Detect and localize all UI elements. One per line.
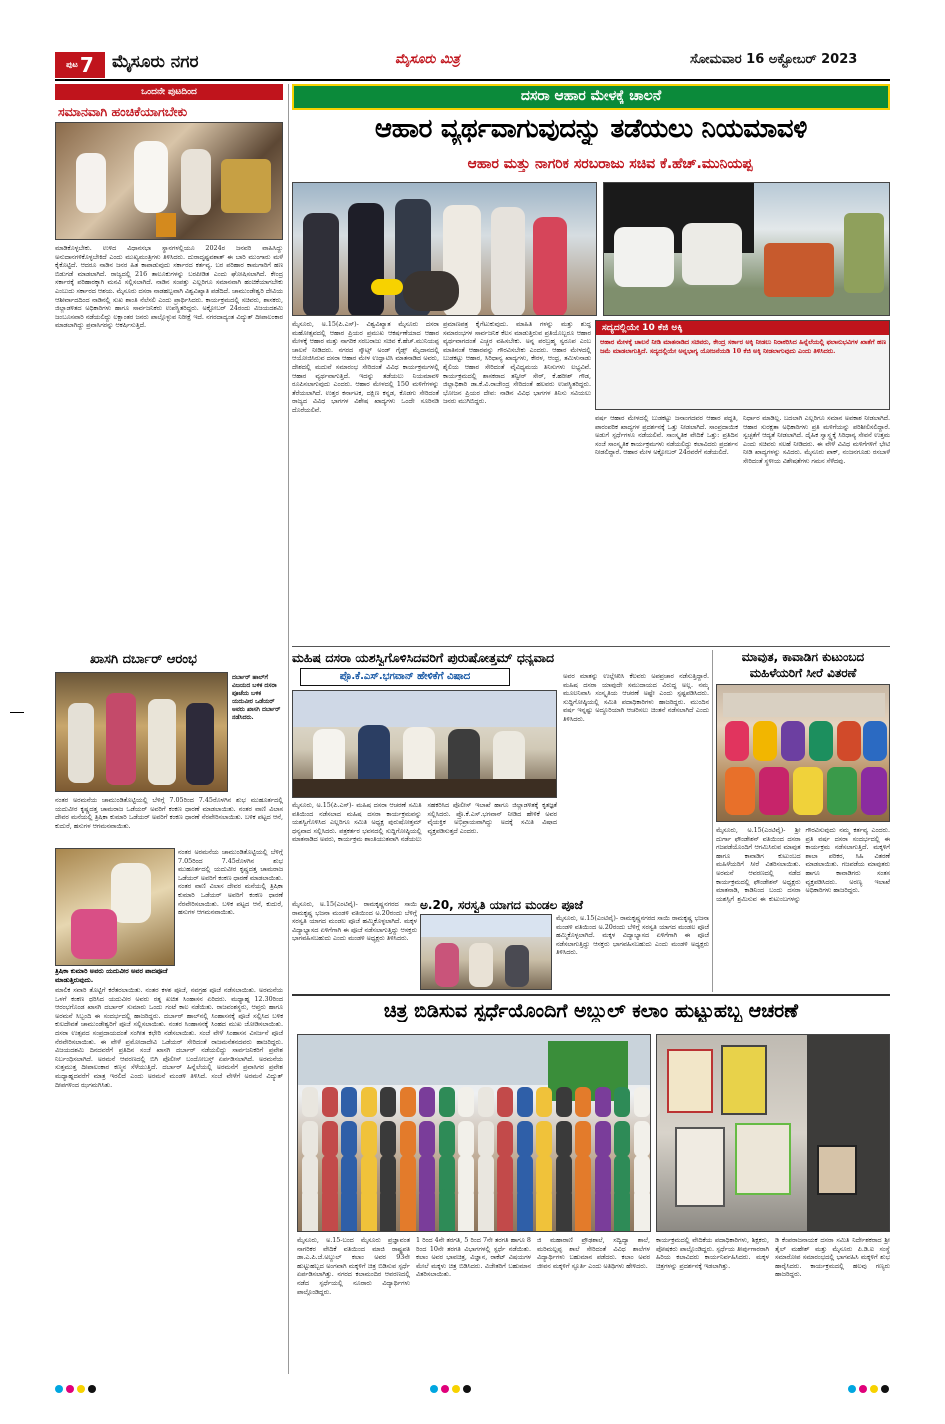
page-number-box bbox=[55, 52, 105, 78]
page-number: 7 bbox=[79, 53, 94, 77]
crowd-figure bbox=[400, 1189, 416, 1232]
kalam-col4: ಕಾರ್ಯಕ್ರಮದಲ್ಲಿ ವೇದಿಕೆಯ ಪದಾಧಿಕಾರಿಗಳು, ಶಿಕ್ಷಕರು, ಪೋಷಕರು ಪಾಲ್ಗೊಂಡಿದ್ದರು. ಸ್ಪರ್ಧೆಯ ತೀರ್ಪುಗಾರರಾಗಿ ಹಿರಿಯ ಕಲಾವಿದರು ಕಾರ್ಯನಿರ್ವಹಿಸಿದರು. ಮಕ್ಕಳ ಚಿತ್ರಗಳನ್ನು ಪ್ರದರ್ಶನಕ್ಕೆ ಇಡಲಾಗಿತ್ತು. bbox=[656, 1236, 769, 1270]
crowd-figure bbox=[517, 1087, 533, 1117]
issue-date: ಸೋಮವಾರ 16 ಅಕ್ಟೋಬರ್ 2023 bbox=[690, 52, 858, 67]
crowd-figure bbox=[400, 1121, 416, 1157]
crowd-figure bbox=[400, 1087, 416, 1117]
continued-banner: ಒಂದನೇ ಪುಟದಿಂದ bbox=[55, 84, 283, 100]
left-headline: ಸಮಾನವಾಗಿ ಹಂಚಿಕೆಯಾಗಬೇಕು bbox=[58, 104, 188, 119]
main-body-col2: ಪ್ರಮಾಣಪತ್ರ ಕೈಗೆಟುಕುವುದು. ಮಾಹಿತಿ ಗಳನ್ನು ಮತ್ತು ಶುದ್ಧ ಸಮಾರಂಭಗಳ ಸಾರ್ವಜನಿಕ ಕೆಲಸ ಮಾಡುತ್ತಿರುವ ಪ್ರತಿಯೊಬ್ಬರೂ ಆಹಾರ ವ್ಯರ್ಥವಾಗದಂತೆ ಎಚ್ಚರ ವಹಿಸಬೇಕು. ಅನ್ನ ಪರಬ್ರಹ್ಮ ಸ್ವರೂಪ ಎಂಬ ಮಾತಿನಂತೆ ಆಹಾರವನ್ನು ಗೌರವಿಸಬೇಕು ಎಂದರು. ಆಹಾರ ಮೇಳದಲ್ಲಿ ಬುಡಕಟ್ಟು ಆಹಾರ, ಸಿರಿಧಾನ್ಯ ಖಾದ್ಯಗಳು, ಕೇರಳ, ಆಂಧ್ರ, ತಮಿಳುನಾಡು ಶೈಲಿಯ ಆಹಾರ ಸೇರಿದಂತೆ ವೈವಿಧ್ಯಮಯ ತಿನಿಸುಗಳು ಲಭ್ಯವಿವೆ. ಕಾರ್ಯಕ್ರಮದಲ್ಲಿ ಶಾಸಕರಾದ ತನ್ವೀರ್ ಸೇಠ್, ಕೆ.ಹರೀಶ್ ಗೌಡ, ಜಿಲ್ಲಾಧಿಕಾರಿ ಡಾ.ಕೆ.ವಿ.ರಾಜೇಂದ್ರ ಸೇರಿದಂತೆ ಹಲವರು ಉಪಸ್ಥಿತರಿದ್ದರು. ಭೋಜನ ಪ್ರಿಯರ ದೇವ: ನಾಡಿನ ವಿವಿಧ ಭಾಗಗಳ ತಿನಿಸು ಸವಿಯಲು ಜನರು ಮುಗಿಬಿದ್ದರು. bbox=[443, 320, 591, 406]
crowd-figure bbox=[614, 1189, 630, 1232]
photo-mela-display-bullocks bbox=[603, 182, 890, 316]
crowd-figure bbox=[341, 1087, 357, 1117]
photo-saree-distribution bbox=[716, 684, 890, 822]
kalam-headline: ಚಿತ್ರ ಬಿಡಿಸುವ ಸ್ಪರ್ಧೆಯೊಂದಿಗೆ ಅಬ್ದುಲ್ ಕಲಾಂ ಹುಟ್ಟುಹಬ್ಬ ಆಚರಣೆ bbox=[383, 1000, 799, 1022]
main-body-col4: ನಿರ್ಧಾರ ಮಾಡಿಲ್ಲ. ಬದಲಾಗಿ ಎಲ್ಲರಿಗೂ ಸಮಾನ ಅವಕಾಶ ನೀಡಲಾಗಿದೆ. ಆಹಾರ ಸುರಕ್ಷತಾ ಅಧಿಕಾರಿಗಳು ಪ್ರತಿ ಮಳಿಗೆಯನ್ನು ಪರಿಶೀಲಿಸಲಿದ್ದಾರೆ. ಸ್ವಚ್ಛತೆಗೆ ಆದ್ಯತೆ ನೀಡಲಾಗಿದೆ. ದೈಹಿಕ ಸ್ವಾಸ್ಥ್ಯಕ್ಕೆ ಸಿರಿಧಾನ್ಯ ಸೇವನೆ ಉತ್ತಮ ಎಂದು ಸಚಿವರು ಸಲಹೆ ನೀಡಿದರು. ಈ ವೇಳೆ ವಿವಿಧ ಮಳಿಗೆಗಳಿಗೆ ಭೇಟಿ ನೀಡಿ ಖಾದ್ಯಗಳನ್ನು ಸವಿದರು. ಮೈಸೂರು ಪಾಕ್, ನಂಜನಗೂಡು ರಸಬಾಳೆ ಸೇರಿದಂತೆ ಸ್ಥಳೀಯ ವಿಶೇಷತೆಗಳು ಗಮನ ಸೆಳೆದವು. bbox=[743, 414, 890, 465]
crowd-figure bbox=[302, 1121, 318, 1157]
crowd-figure bbox=[614, 1121, 630, 1157]
darbar-body-bottom: ಮಾಲಿಕ ಸವಾರಿ ತೊಟ್ಟಿಗೆ ಕರೆತರಲಾಯಿತು. ನಂತರ ಕಳಶ ಪೂಜೆ, ನವಗ್ರಹ ಪೂಜೆ ನಡೆಸಲಾಯಿತು. ಅರಮನೆಯ ಒಳಗೆ ಕಂಕಣ ಧರಿಸಿದ ಯದುವೀರ ಅವರು ರತ್ನ ಖಚಿತ ಸಿಂಹಾಸನ ಏರಿದರು. ಮಧ್ಯಾಹ್ನ 12.30ರಿಂದ ಆರಂಭಗೊಂಡ ಖಾಸಗಿ ದರ್ಬಾರ್ ಸುಮಾರು ಒಂದು ಗಂಟೆ ಕಾಲ ನಡೆಯಿತು. ರಾಜವಂಶಸ್ಥರು, ಆಪ್ತರು ಹಾಗೂ ಅರಮನೆ ಸಿಬ್ಬಂದಿ ಈ ಸಂದರ್ಭದಲ್ಲಿ ಹಾಜರಿದ್ದರು. ದರ್ಬಾರ್ ಹಾಲ್‌ನಲ್ಲಿ ಸಿಂಹಾಸನಕ್ಕೆ ಪೂಜೆ ಸಲ್ಲಿಸಿದ ಬಳಿಕ ಕುಲದೇವತೆ ಚಾಮುಂಡೇಶ್ವರಿಗೆ ಪೂಜೆ ಸಲ್ಲಿಸಲಾಯಿತು. ನಂತರ ಸಿಂಹಾಸನಕ್ಕೆ ಸಿಂಹದ ಮುಖ ಜೋಡಿಸಲಾಯಿತು. ದಸರಾ ಉತ್ಸವದ ಸಂಪ್ರದಾಯದಂತೆ ಸಂಗೀತ ಕಛೇರಿ ನಡೆಸಲಾಯಿತು. ಸಂಜೆ ವೇಳೆ ಸಿಂಹಾಸನ ವಿಸರ್ಜನೆ ಪೂಜೆ ನೆರವೇರಿಸಲಾಯಿತು. ಈ ವೇಳೆ ಪ್ರಮೋದಾದೇವಿ ಒಡೆಯರ್ ಸೇರಿದಂತೆ ರಾಜಮನೆತನದವರು ಹಾಜರಿದ್ದರು. ವಿಜಯದಶಮಿ ದಿನದವರೆಗೆ ಪ್ರತಿದಿನ ಸಂಜೆ ಖಾಸಗಿ ದರ್ಬಾರ್ ನಡೆಯಲಿದ್ದು ಸಾರ್ವಜನಿಕರಿಗೆ ಪ್ರವೇಶ ನಿರ್ಬಂಧಿಸಲಾಗಿದೆ. ಅರಮನೆ ಆವರಣದಲ್ಲಿ ಬಿಗಿ ಪೊಲೀಸ್ ಬಂದೋಬಸ್ತ್ ಏರ್ಪಡಿಸಲಾಗಿದೆ. ಅರಮನೆಯ ಸುತ್ತಮುತ್ತ ದೀಪಾಲಂಕಾರ ಕಣ್ಮನ ಸೆಳೆಯುತ್ತಿದೆ. ದರ್ಬಾರ್ ಹಿನ್ನೆಲೆಯಲ್ಲಿ ಅರಮನೆಗೆ ಪ್ರವಾಸಿಗರ ಪ್ರವೇಶ ಮಧ್ಯಾಹ್ನದವರೆಗೆ ಮಾತ್ರ ಇರಲಿದೆ ಎಂದು ಅರಮನೆ ಮಂಡಳಿ ತಿಳಿಸಿದೆ. ಸಂಜೆ ವೇಳೆಗೆ ಅರಮನೆ ವಿದ್ಯುತ್ ದೀಪಗಳಿಂದ ಝಗಮಗಿಸಿತು. bbox=[55, 986, 283, 1089]
crowd-figure bbox=[380, 1121, 396, 1157]
crowd-figure bbox=[478, 1087, 494, 1117]
rice-box-title: ಸದ್ಯದಲ್ಲಿಯೇ 10 ಕೆಜಿ ಅಕ್ಕಿ bbox=[596, 321, 889, 335]
main-headline: ಆಹಾರ ವ್ಯರ್ಥವಾಗುವುದನ್ನು ತಡೆಯಲು ನಿಯಮಾವಳಿ bbox=[374, 114, 808, 144]
photo-pada-puja bbox=[55, 848, 175, 966]
photo-saraswati-yaga bbox=[420, 914, 552, 990]
crowd-figure bbox=[517, 1121, 533, 1157]
photo-kalam-group bbox=[297, 1034, 651, 1232]
bottom-rule bbox=[292, 994, 890, 996]
main-kicker-text: ದಸರಾ ಆಹಾರ ಮೇಳಕ್ಕೆ ಚಾಲನೆ bbox=[520, 88, 662, 104]
photo-food-mela-inauguration bbox=[292, 182, 597, 316]
crowd-figure bbox=[361, 1121, 377, 1157]
crowd-figure bbox=[556, 1121, 572, 1157]
crowd-figure bbox=[556, 1189, 572, 1232]
kalam-col2: 1 ರಿಂದ 4ನೇ ತರಗತಿ, 5 ರಿಂದ 7ನೇ ತರಗತಿ ಹಾಗೂ 8 ರಿಂದ 10ನೇ ತರಗತಿ ವಿಭಾಗಗಳಲ್ಲಿ ಸ್ಪರ್ಧೆ ನಡೆಯಿತು. ಕಲಾಂ ಅವರ ಭಾವಚಿತ್ರ, ವಿಜ್ಞಾನ, ರಾಕೆಟ್ ವಿಷಯಗಳ ಮೇಲೆ ಮಕ್ಕಳು ಚಿತ್ರ ಬಿಡಿಸಿದರು. ವಿಜೇತರಿಗೆ ಬಹುಮಾನ ವಿತರಿಸಲಾಯಿತು. bbox=[416, 1236, 531, 1279]
photo-private-darbar bbox=[55, 672, 228, 792]
photo-paintings-display bbox=[656, 1034, 890, 1232]
registration-dots-right bbox=[848, 1378, 892, 1397]
crowd-figure bbox=[439, 1087, 455, 1117]
paper-name: ಮೈಸೂರು ಮಿತ್ರ bbox=[395, 52, 460, 67]
page-label: ಪುಟ bbox=[66, 60, 78, 69]
crowd-figure bbox=[595, 1121, 611, 1157]
main-subhead: ಆಹಾರ ಮತ್ತು ನಾಗರಿಕ ಸರಬರಾಜು ಸಚಿವ ಕೆ.ಹೆಚ್.ಮುನಿಯಪ್ಪ bbox=[467, 156, 753, 172]
kalam-col1: ಮೈಸೂರು, ಅ.15-ಬಂದ ಮೈಸೂರು ಪ್ರಜ್ಞಾವಂತ ನಾಗರಿಕರ ವೇದಿಕೆ ವತಿಯಿಂದ ಮಾಜಿ ರಾಷ್ಟ್ರಪತಿ ಡಾ.ಎ.ಪಿ.ಜೆ.ಅಬ್ದುಲ್ ಕಲಾಂ ಅವರ 93ನೇ ಹುಟ್ಟುಹಬ್ಬದ ಅಂಗವಾಗಿ ಮಕ್ಕಳಿಗೆ ಚಿತ್ರ ಬಿಡಿಸುವ ಸ್ಪರ್ಧೆ ಏರ್ಪಡಿಸಲಾಗಿತ್ತು. ನಗರದ ಕಲಾಮಂದಿರ ಆವರಣದಲ್ಲಿ ನಡೆದ ಸ್ಪರ್ಧೆಯಲ್ಲಿ ನೂರಾರು ವಿದ್ಯಾರ್ಥಿಗಳು ಪಾಲ್ಗೊಂಡಿದ್ದರು. bbox=[297, 1236, 410, 1296]
crowd-figure bbox=[419, 1087, 435, 1117]
crowd-figure bbox=[517, 1189, 533, 1232]
crowd-figure bbox=[458, 1189, 474, 1232]
masthead bbox=[0, 0, 945, 80]
saree-divider bbox=[712, 650, 713, 992]
crop-mark bbox=[10, 712, 24, 713]
crowd-figure bbox=[458, 1121, 474, 1157]
darbar-headline: ಖಾಸಗಿ ದರ್ಬಾರ್ ಆರಂಭ bbox=[90, 652, 197, 667]
crowd-figure bbox=[497, 1121, 513, 1157]
rice-box bbox=[595, 320, 890, 410]
mahisha-headline: ಮಹಿಷ ದಸರಾ ಯಶಸ್ವಿಗೊಳಿಸಿದವರಿಗೆ ಪುರುಷೋತ್ತಮ್ ಧನ್ಯವಾದ bbox=[292, 650, 555, 665]
crowd-figure bbox=[458, 1087, 474, 1117]
crowd-figure bbox=[575, 1121, 591, 1157]
crowd-figure bbox=[322, 1189, 338, 1232]
crowd-figure bbox=[536, 1121, 552, 1157]
crowd-figure bbox=[536, 1189, 552, 1232]
rice-box-text: ಆಹಾರ ಮೇಳಕ್ಕೆ ಚಾಲನೆ ನೀಡಿ ಮಾತನಾಡಿದ ಸಚಿವರು, ಕೇಂದ್ರ ಸರ್ಕಾರ ಅಕ್ಕಿ ನೀಡಲು ನಿರಾಕರಿಸಿದ ಹಿನ್ನೆಲೆಯಲ್ಲಿ ಫಲಾನುಭವಿಗಳ ಖಾತೆಗೆ ಹಣ ಜಮೆ ಮಾಡಲಾಗುತ್ತಿದೆ. ಸದ್ಯದಲ್ಲಿಯೇ ಅನ್ನಭಾಗ್ಯ ಯೋಜನೆಯಡಿ 10 ಕೆಜಿ ಅಕ್ಕಿ ನೀಡಲಾಗುವುದು ಎಂದು ತಿಳಿಸಿದರು. bbox=[600, 338, 886, 355]
crowd-figure bbox=[419, 1121, 435, 1157]
mahisha-tag bbox=[300, 668, 510, 686]
left-article-body: ಮಾಡಿಕೊಳ್ಳಬೇಕು. ಉಳಿದ ವಿಧಾನಸಭಾ ಸ್ಥಾನಗಳಲ್ಲಿಯೂ 2024ರ ಜನವರಿ ವಾಹಿಸಿದ್ದು ಅನುದಾನಗಳಿಕೊಳ್ಳಬೇಕಿದೆ ಎಂದು ಮುಖ್ಯಮಂತ್ರಿಗಳು ತಿಳಿಸಿದರು. ದುರಾದೃಷ್ಟವಶಾತ್ ಈ ಬಾರಿ ಮುಂಗಾರು ಮಳೆ ಕೈಕೊಟ್ಟಿದೆ. ಆದರೂ ನಾಡಿನ ಜನರ ಹಿತ ಕಾಪಾಡುವುದು ಸರ್ಕಾರದ ಕರ್ತವ್ಯ. ಬರ ಪರಿಹಾರ ಕಾಮಗಾರಿಗೆ ಹಣ ಬಿಡುಗಡೆ ಮಾಡಲಾಗಿದೆ. ರಾಜ್ಯದಲ್ಲಿ 216 ತಾಲೂಕುಗಳನ್ನು ಬರಪೀಡಿತ ಎಂದು ಘೋಷಿಸಲಾಗಿದೆ. ಕೇಂದ್ರ ಸರ್ಕಾರಕ್ಕೆ ಪರಿಹಾರಕ್ಕಾಗಿ ಮನವಿ ಸಲ್ಲಿಸಲಾಗಿದೆ. ನಾಡಿನ ಸಂಪತ್ತು ಎಲ್ಲರಿಗೂ ಸಮಾನವಾಗಿ ಹಂಚಿಕೆಯಾಗಬೇಕು ಎಂಬುದು ಸರ್ಕಾರದ ಆಶಯ. ಮೈಸೂರು ದಸರಾ ನಾಡಹಬ್ಬವಾಗಿ ವಿಶ್ವವಿಖ್ಯಾತಿ ಪಡೆದಿದೆ. ಚಾಮುಂಡೇಶ್ವರಿ ದೇವಿಯ ಆಶೀರ್ವಾದದಿಂದ ನಾಡಿನಲ್ಲಿ ಸುಖ ಶಾಂತಿ ನೆಲೆಸಲಿ ಎಂದು ಪ್ರಾರ್ಥಿಸಿದರು. ಕಾರ್ಯಕ್ರಮದಲ್ಲಿ ಸಚಿವರು, ಶಾಸಕರು, ಜಿಲ್ಲಾಡಳಿತದ ಅಧಿಕಾರಿಗಳು ಹಾಗೂ ಸಾರ್ವಜನಿಕರು ಉಪಸ್ಥಿತರಿದ್ದರು. ಅಕ್ಟೋಬರ್ 24ರಂದು ವಿಜಯದಶಮಿ ಜಂಬೂಸವಾರಿ ನಡೆಯಲಿದ್ದು ಲಕ್ಷಾಂತರ ಜನರು ಪಾಲ್ಗೊಳ್ಳುವ ನಿರೀಕ್ಷೆ ಇದೆ. ನಗರದಾದ್ಯಂತ ವಿದ್ಯುತ್ ದೀಪಾಲಂಕಾರ ಮಾಡಲಾಗಿದ್ದು ಪ್ರವಾಸಿಗರನ್ನು ಆಕರ್ಷಿಸುತ್ತಿದೆ. bbox=[55, 244, 283, 330]
crowd-figure bbox=[322, 1087, 338, 1117]
crowd-figure bbox=[361, 1189, 377, 1232]
crowd-figure bbox=[478, 1121, 494, 1157]
darbar-body-top: ನಂತರ ಅರಮನೆಯ ಚಾಮುಂಡಿತೊಟ್ಟಿಯಲ್ಲಿ ಬೆಳಿಗ್ಗೆ 7.05ರಿಂದ 7.45ರೊಳಗಿನ ಶುಭ ಮುಹೂರ್ತದಲ್ಲಿ ಯದುವೀರ ಕೃಷ್ಣದತ್ತ ಚಾಮರಾಜ ಒಡೆಯರ್ ಅವರಿಗೆ ಕಂಕಣ ಧಾರಣೆ ಮಾಡಲಾಯಿತು. ನಂತರ ವಾಣಿ ವಿಲಾಸ ದೇವರ ಮನೆಯಲ್ಲಿ ತ್ರಿಷಿಕಾ ಕುಮಾರಿ ಒಡೆಯರ್ ಅವರಿಗೆ ಕಂಕಣ ಧಾರಣೆ ನೆರವೇರಿಸಲಾಯಿತು. ಬಳಿಕ ಪಟ್ಟದ ಆನೆ, ಕುದುರೆ, ಹಸುಗಳ ಆಗಮನವಾಯಿತು. bbox=[55, 796, 283, 830]
crowd-figure bbox=[361, 1087, 377, 1117]
darbar-side-caption: ದರ್ಬಾರ್ ಹಾಲ್‌ಗೆ ವಿಜಯದ ಬಳಿಕ ದಸರಾ ಪೂಜೆಯ ಬಳಿಕ ಯದುವೀರ ಒಡೆಯರ್ ಅವರು ಖಾಸಗಿ ದರ್ಬಾರ್ ನಡೆಸಿದರು. bbox=[232, 674, 281, 721]
photo-press-meet bbox=[292, 690, 557, 798]
crowd-figure bbox=[536, 1087, 552, 1117]
crowd-figure bbox=[575, 1189, 591, 1232]
darbar-body-side: ನಂತರ ಅರಮನೆಯ ಚಾಮುಂಡಿತೊಟ್ಟಿಯಲ್ಲಿ ಬೆಳಿಗ್ಗೆ 7.05ರಿಂದ 7.45ರೊಳಗಿನ ಶುಭ ಮುಹೂರ್ತದಲ್ಲಿ ಯದುವೀರ ಕೃಷ್ಣದತ್ತ ಚಾಮರಾಜ ಒಡೆಯರ್ ಅವರಿಗೆ ಕಂಕಣ ಧಾರಣೆ ಮಾಡಲಾಯಿತು. ನಂತರ ವಾಣಿ ವಿಲಾಸ ದೇವರ ಮನೆಯಲ್ಲಿ ತ್ರಿಷಿಕಾ ಕುಮಾರಿ ಒಡೆಯರ್ ಅವರಿಗೆ ಕಂಕಣ ಧಾರಣೆ ನೆರವೇರಿಸಲಾಯಿತು. ಬಳಿಕ ಪಟ್ಟದ ಆನೆ, ಕುದುರೆ, ಹಸುಗಳ ಆಗಮನವಾಯಿತು. bbox=[178, 848, 283, 917]
registration-dots-left bbox=[55, 1378, 99, 1397]
saraswati-text-left: ಮೈಸೂರು, ಅ.15(ಎಂಟಿವೈ)- ರಾಮಕೃಷ್ಣನಗರದ ಸಾಯಿ ರಾಮಕೃಷ್ಣ ಭಜನಾ ಮಂಡಳಿ ವತಿಯಿಂದ ಅ.20ರಂದು ಬೆಳಿಗ್ಗೆ ಸರಸ್ವತಿ ಯಾಗದ ಮಂಡಲ ಪೂಜೆ ಹಮ್ಮಿಕೊಳ್ಳಲಾಗಿದೆ. ಮಕ್ಕಳ ವಿದ್ಯಾಭ್ಯಾಸದ ಏಳಿಗೆಗಾಗಿ ಈ ಪೂಜೆ ನಡೆಸಲಾಗುತ್ತಿದ್ದು ಆಸಕ್ತರು ಭಾಗವಹಿಸಬಹುದು ಎಂದು ಮಂಡಳಿ ಅಧ್ಯಕ್ಷರು ತಿಳಿಸಿದರು. bbox=[292, 900, 417, 943]
crowd-figure bbox=[380, 1189, 396, 1232]
saraswati-text-right: ಮೈಸೂರು, ಅ.15(ಎಂಟಿವೈ)- ರಾಮಕೃಷ್ಣನಗರದ ಸಾಯಿ ರಾಮಕೃಷ್ಣ ಭಜನಾ ಮಂಡಳಿ ವತಿಯಿಂದ ಅ.20ರಂದು ಬೆಳಿಗ್ಗೆ ಸರಸ್ವತಿ ಯಾಗದ ಮಂಡಲ ಪೂಜೆ ಹಮ್ಮಿಕೊಳ್ಳಲಾಗಿದೆ. ಮಕ್ಕಳ ವಿದ್ಯಾಭ್ಯಾಸದ ಏಳಿಗೆಗಾಗಿ ಈ ಪೂಜೆ ನಡೆಸಲಾಗುತ್ತಿದ್ದು ಆಸಕ್ತರು ಭಾಗವಹಿಸಬಹುದು ಎಂದು ಮಂಡಳಿ ಅಧ್ಯಕ್ಷರು ತಿಳಿಸಿದರು. bbox=[556, 914, 709, 957]
crowd-figure bbox=[439, 1121, 455, 1157]
main-rule bbox=[292, 646, 890, 647]
kalam-col3: ಜಿ ಮಹಾರಾಣಿ ಪ್ರೌಢಶಾಲೆ, ಸದ್ವಿದ್ಯಾ ಶಾಲೆ, ಮರಿಮಲ್ಲಪ್ಪ ಶಾಲೆ ಸೇರಿದಂತೆ ವಿವಿಧ ಶಾಲೆಗಳ ವಿದ್ಯಾರ್ಥಿಗಳು ಬಹುಮಾನ ಪಡೆದರು. ಕಲಾಂ ಅವರ ಜೀವನ ಮಕ್ಕಳಿಗೆ ಸ್ಫೂರ್ತಿ ಎಂದು ಅತಿಥಿಗಳು ಹೇಳಿದರು. bbox=[537, 1236, 650, 1270]
crowd-figure bbox=[322, 1121, 338, 1157]
crowd-figure bbox=[341, 1189, 357, 1232]
crowd-figure bbox=[497, 1189, 513, 1232]
photo-cm-lighting-lamp bbox=[55, 122, 283, 240]
crowd-figure bbox=[497, 1087, 513, 1117]
column-divider bbox=[288, 84, 289, 1374]
crowd-figure bbox=[595, 1087, 611, 1117]
crowd-figure bbox=[614, 1087, 630, 1117]
crowd-figure bbox=[595, 1189, 611, 1232]
mahisha-tag-text: ಪ್ರೊ.ಕೆ.ಎಸ್.ಭಗವಾನ್ ಹೇಳಿಕೆಗೆ ವಿಷಾದ bbox=[339, 671, 471, 682]
crowd-figure bbox=[341, 1121, 357, 1157]
crowd-figure bbox=[478, 1189, 494, 1232]
crowd-figure bbox=[634, 1121, 650, 1157]
main-body-col1: ಮೈಸೂರು, ಅ.15(ಪಿ.ಎಸ್)- ವಿಶ್ವವಿಖ್ಯಾತ ಮೈಸೂರು ದಸರಾ ಮಹೋತ್ಸವದಲ್ಲಿ ಆಹಾರ ಪ್ರಿಯರ ಪ್ರಮುಖ ಆಕರ್ಷಣೆಯಾದ ಆಹಾರ ಮೇಳಕ್ಕೆ ಆಹಾರ ಮತ್ತು ನಾಗರಿಕ ಸರಬರಾಜು ಸಚಿವ ಕೆ.ಹೆಚ್.ಮುನಿಯಪ್ಪ ಚಾಲನೆ ನೀಡಿದರು. ನಗರದ ಸ್ಕೌಟ್ಸ್ ಅಂಡ್ ಗೈಡ್ಸ್ ಮೈದಾನದಲ್ಲಿ ಆಯೋಜಿಸಿರುವ ದಸರಾ ಆಹಾರ ಮೇಳ ಉದ್ಘಾಟಿಸಿ ಮಾತನಾಡಿದ ಅವರು, ದೇಶದಲ್ಲಿ ಮದುವೆ ಸಮಾರಂಭ ಸೇರಿದಂತೆ ವಿವಿಧ ಕಾರ್ಯಕ್ರಮಗಳಲ್ಲಿ ಆಹಾರ ವ್ಯರ್ಥವಾಗುತ್ತಿದೆ. ಇದನ್ನು ತಡೆಯಲು ನಿಯಮಾವಳಿ ರೂಪಿಸಲಾಗುವುದು ಎಂದರು. ಆಹಾರ ಮೇಳದಲ್ಲಿ 150 ಮಳಿಗೆಗಳನ್ನು ತೆರೆಯಲಾಗಿದೆ. ಉತ್ತರ ಕರ್ನಾಟಕ, ದಕ್ಷಿಣ ಕನ್ನಡ, ಕೊಡಗು ಸೇರಿದಂತೆ ರಾಜ್ಯದ ವಿವಿಧ ಭಾಗಗಳ ವಿಶೇಷ ಖಾದ್ಯಗಳು ಒಂದೇ ಸೂರಿನಡಿ ದೊರೆಯಲಿವೆ. bbox=[292, 320, 439, 414]
masthead-rule bbox=[55, 79, 890, 81]
saree-body: ಮೈಸೂರು, ಅ.15(ಎಂಟಿವೈ)- ಶ್ರೀ ದುರ್ಗಾ ಫೌಂಡೇಶನ್ ವತಿಯಿಂದ ದಸರಾ ಗಜಪಡೆಯೊಂದಿಗೆ ಆಗಮಿಸಿರುವ ಮಾವುತ ಹಾಗೂ ಕಾವಾಡಿಗ ಕುಟುಂಬದ ಮಹಿಳೆಯರಿಗೆ ಸೀರೆ ವಿತರಿಸಲಾಯಿತು. ಅರಮನೆ ಆವರಣದಲ್ಲಿ ನಡೆದ ಕಾರ್ಯಕ್ರಮದಲ್ಲಿ ಫೌಂಡೇಶನ್ ಅಧ್ಯಕ್ಷರು ಮಾತನಾಡಿ, ಕಾಡಿನಿಂದ ಬಂದು ದಸರಾ ಯಶಸ್ಸಿಗೆ ಶ್ರಮಿಸುವ ಈ ಕುಟುಂಬಗಳನ್ನು ಗೌರವಿಸುವುದು ನಮ್ಮ ಕರ್ತವ್ಯ ಎಂದರು. ಪ್ರತಿ ವರ್ಷ ದಸರಾ ಸಂದರ್ಭದಲ್ಲಿ ಈ ಕಾರ್ಯಕ್ರಮ ನಡೆಸಲಾಗುತ್ತಿದೆ. ಮಕ್ಕಳಿಗೆ ಶಾಲಾ ಪರಿಕರ, ಸಿಹಿ ವಿತರಣೆ ಮಾಡಲಾಯಿತು. ಗಜಪಡೆಯ ಮಾವುತರು ಹಾಗೂ ಕಾವಾಡಿಗರು ಸಂತಸ ವ್ಯಕ್ತಪಡಿಸಿದರು. ಅರಣ್ಯ ಇಲಾಖೆ ಅಧಿಕಾರಿಗಳು ಹಾಜರಿದ್ದರು. bbox=[716, 826, 890, 903]
pada-puja-caption: ತ್ರಿಷಿಕಾ ಕುಮಾರಿ ಅವರು ಯದುವೀರ ಅವರ ಪಾದಪೂಜೆ ಮಾಡುತ್ತಿರುವುದು. bbox=[55, 967, 168, 984]
saree-headline-1: ಮಾವುತ, ಕಾವಾಡಿಗ ಕುಟುಂಬದ bbox=[741, 650, 865, 664]
crowd-figure bbox=[439, 1189, 455, 1232]
crowd-figure bbox=[419, 1189, 435, 1232]
crowd-figure bbox=[556, 1087, 572, 1117]
mahisha-body: ಮೈಸೂರು, ಅ.15(ಪಿ.ಎಸ್)- ಮಹಿಷ ದಸರಾ ಆಚರಣೆ ಸಮಿತಿ ವತಿಯಿಂದ ನಡೆಸಲಾದ ಮಹಿಷ ದಸರಾ ಕಾರ್ಯಕ್ರಮವನ್ನು ಯಶಸ್ವಿಗೊಳಿಸಿದ ಎಲ್ಲರಿಗೂ ಸಮಿತಿ ಅಧ್ಯಕ್ಷ ಪುರುಷೋತ್ತಮ್ ಧನ್ಯವಾದ ಸಲ್ಲಿಸಿದರು. ಪತ್ರಕರ್ತರ ಭವನದಲ್ಲಿ ಸುದ್ದಿಗೋಷ್ಠಿಯಲ್ಲಿ ಮಾತನಾಡಿದ ಅವರು, ಕಾರ್ಯಕ್ರಮ ಶಾಂತಿಯುತವಾಗಿ ನಡೆಯಲು ಸಹಕರಿಸಿದ ಪೊಲೀಸ್ ಇಲಾಖೆ ಹಾಗೂ ಜಿಲ್ಲಾಡಳಿತಕ್ಕೆ ಕೃತಜ್ಞತೆ ಸಲ್ಲಿಸಿದರು. ಪ್ರೊ.ಕೆ.ಎಸ್.ಭಗವಾನ್ ನೀಡಿದ ಹೇಳಿಕೆ ಅವರ ವೈಯಕ್ತಿಕ ಅಭಿಪ್ರಾಯವಾಗಿದ್ದು ಅದಕ್ಕೆ ಸಮಿತಿ ವಿಷಾದ ವ್ಯಕ್ತಪಡಿಸುತ್ತದೆ ಎಂದರು. bbox=[292, 801, 557, 844]
saraswati-headline: ಅ.20, ಸರಸ್ವತಿ ಯಾಗದ ಮಂಡಲ ಪೂಜೆ bbox=[420, 898, 583, 912]
mahisha-body-right: ಅವರ ಮಾತನ್ನು ಉಲ್ಲೇಖಿಸಿ ಕೆಲವರು ಅಪಪ್ರಚಾರ ನಡೆಸುತ್ತಿದ್ದಾರೆ. ಮಹಿಷ ದಸರಾ ಯಾವುದೇ ಸಮುದಾಯದ ವಿರುದ್ಧ ಅಲ್ಲ. ನಮ್ಮ ಮೂಲನಿವಾಸಿ ಸಂಸ್ಕೃತಿಯ ಆಚರಣೆ ಅಷ್ಟೇ ಎಂದು ಸ್ಪಷ್ಟಪಡಿಸಿದರು. ಸುದ್ದಿಗೋಷ್ಠಿಯಲ್ಲಿ ಸಮಿತಿ ಪದಾಧಿಕಾರಿಗಳು ಹಾಜರಿದ್ದರು. ಮುಂದಿನ ವರ್ಷ ಇನ್ನಷ್ಟು ಅದ್ಧೂರಿಯಾಗಿ ಆಚರಿಸಲು ಚಿಂತನೆ ನಡೆಸಲಾಗಿದೆ ಎಂದು ತಿಳಿಸಿದರು. bbox=[563, 672, 709, 723]
registration-dots-center bbox=[430, 1378, 474, 1397]
saree-headline-2: ಮಹಿಳೆಯರಿಗೆ ಸೀರೆ ವಿತರಣೆ bbox=[749, 666, 857, 680]
crowd-figure bbox=[634, 1087, 650, 1117]
crowd-figure bbox=[380, 1087, 396, 1117]
crowd-figure bbox=[634, 1189, 650, 1232]
kalam-col5: ಡಿ ಕೆಂಪರಾಜನಾಯಕ ದಸರಾ ಸಮಿತಿ ನಿರ್ದೇಶಕರಾದ ಶ್ರೀ ತೈಲ್ ಮಹೇಶ್ ಮತ್ತು ಮೈಸೂರು ಪಿ.ಡಿ.ಐ ಸಂಸ್ಥೆ ಸಮಾರೋಪ ಸಮಾರಂಭದಲ್ಲಿ ಭಾಗವಹಿಸಿ ಮಕ್ಕಳಿಗೆ ಶುಭ ಹಾರೈಸಿದರು. ಕಾರ್ಯಕ್ರಮದಲ್ಲಿ ಹಲವು ಗಣ್ಯರು ಹಾಜರಿದ್ದರು. bbox=[775, 1236, 890, 1279]
main-body-col3: ವರ್ಷ ಆಹಾರ ಮೇಳದಲ್ಲಿ ಬುಡಕಟ್ಟು ಜನಾಂಗದವರ ಆಹಾರ ಪದ್ಧತಿ, ಪಾರಂಪರಿಕ ಖಾದ್ಯಗಳ ಪ್ರದರ್ಶನಕ್ಕೆ ಒತ್ತು ನೀಡಲಾಗಿದೆ. ಸಾಂಪ್ರದಾಯಿಕ ಅಡುಗೆ ಸ್ಪರ್ಧೆಗಳೂ ನಡೆಯಲಿವೆ. ಸಾಂಸ್ಕೃತಿಕ ವೇದಿಕೆ ಒತ್ತು: ಪ್ರತಿದಿನ ಸಂಜೆ ಸಾಂಸ್ಕೃತಿಕ ಕಾರ್ಯಕ್ರಮಗಳು ನಡೆಯಲಿದ್ದು ಕಲಾವಿದರು ಪ್ರದರ್ಶನ ನೀಡಲಿದ್ದಾರೆ. ಆಹಾರ ಮೇಳ ಅಕ್ಟೋಬರ್ 24ರವರೆಗೆ ನಡೆಯಲಿದೆ. bbox=[595, 414, 738, 457]
crowd-figure bbox=[302, 1189, 318, 1232]
crowd-figure bbox=[575, 1087, 591, 1117]
section-name: ಮೈಸೂರು ನಗರ bbox=[112, 52, 199, 72]
crowd-figure bbox=[302, 1087, 318, 1117]
